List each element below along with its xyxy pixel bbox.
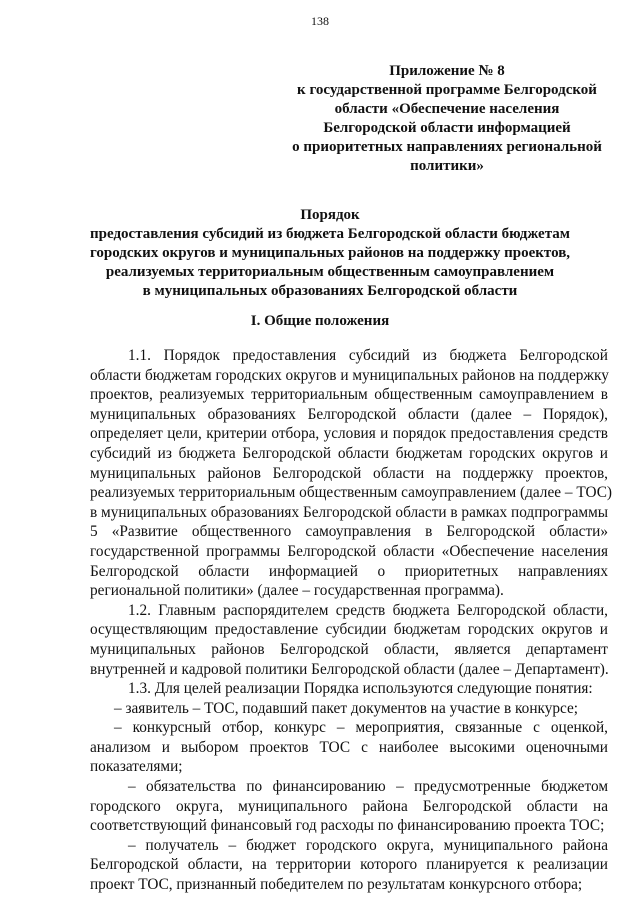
body-line: – получатель – бюджет городского округа, муниципального района: [128, 836, 608, 854]
body-line: 1.3. Для целей реализации Порядка используются следующие понятия:: [128, 680, 593, 698]
page-number: 138: [311, 14, 329, 28]
body-line: проектов, реализуемых территориальным общественным самоуправлением в: [90, 386, 608, 404]
body-line: анализом и выбором проектов ТОС с наиболее высокими оценочными: [90, 738, 608, 756]
title-line: городских округов и муниципальных районов на поддержку проектов,: [89, 245, 571, 261]
body-line: 5 «Развитие общественного самоуправления в Белгородской области»: [90, 523, 608, 541]
body-line: внутренней и кадровой политики Белгородской области (далее – Департамент).: [90, 660, 609, 678]
body-text: [90, 346, 612, 895]
body-line: – конкурсный отбор, конкурс – мероприятия, связанные с оценкой,: [114, 719, 608, 737]
body-line: государственной программы Белгородской области «Обеспечение населения: [90, 542, 608, 560]
body-line: проект ТОС, признанный победителем по результатам конкурсного отбора;: [90, 876, 583, 894]
body-line: определяет цели, критерии отбора, условия и порядок предоставления средств: [90, 425, 608, 443]
appendix-line: Белгородской области информацией: [323, 120, 571, 136]
appendix-header: [286, 62, 608, 176]
body-line: осуществляющим предоставление субсидии бюджетам городских округов и: [90, 621, 608, 639]
body-line: Белгородской области, на территории которого планируется к реализации: [90, 856, 608, 874]
body-line: в муниципальных образованиях Белгородской области в рамках подпрограммы: [90, 503, 609, 521]
title-line: предоставления субсидий из бюджета Белгородской области бюджетам: [90, 226, 570, 242]
body-line: городского округа, муниципального района Белгородской области на: [90, 797, 608, 815]
body-line: субсидий из бюджета Белгородской области бюджетам городских округов и: [90, 444, 608, 462]
body-line: региональной политики» (далее – государственная программа).: [90, 582, 504, 600]
body-line: показателями;: [90, 758, 183, 776]
body-line: 1.1. Порядок предоставления субсидий из бюджета Белгородской: [128, 347, 608, 364]
body-line: соответствующий финансовый год расходы по финансированию проекта ТОС;: [90, 817, 605, 835]
body-line: Белгородской области информацией о приоритетных направлениях: [90, 562, 608, 580]
document-title: [70, 206, 590, 301]
appendix-line: политики»: [410, 158, 484, 174]
title-line: реализуемых территориальным общественным самоуправлением: [105, 264, 555, 280]
body-line: 1.2. Главным распорядителем средств бюджета Белгородской области,: [128, 601, 608, 619]
appendix-line: к государственной программе Белгородской: [297, 82, 597, 98]
appendix-line: Приложение № 8: [389, 63, 505, 79]
section-heading: I. Общие положения: [250, 313, 390, 329]
body-line: – заявитель – ТОС, подавший пакет документов на участие в конкурсе;: [114, 699, 579, 717]
body-line: муниципальных районов Белгородской области на поддержку проектов,: [90, 464, 608, 482]
body-line: муниципальных районов Белгородской области, является департамент: [90, 640, 608, 658]
appendix-line: о приоритетных направлениях региональной: [292, 139, 602, 155]
title-heading: Порядок: [300, 207, 360, 223]
body-line: – обязательства по финансированию – предусмотренные бюджетом: [128, 778, 608, 796]
body-line: области бюджетам городских округов и муниципальных районов на поддержку: [90, 366, 609, 384]
appendix-line: области «Обеспечение населения: [334, 101, 560, 117]
body-line: реализуемых территориальным общественным самоуправлением (далее – ТОС): [90, 484, 612, 502]
title-line: в муниципальных образованиях Белгородской области: [142, 283, 518, 299]
body-line: муниципальных образованиях Белгородской области (далее – Порядок),: [90, 405, 608, 423]
